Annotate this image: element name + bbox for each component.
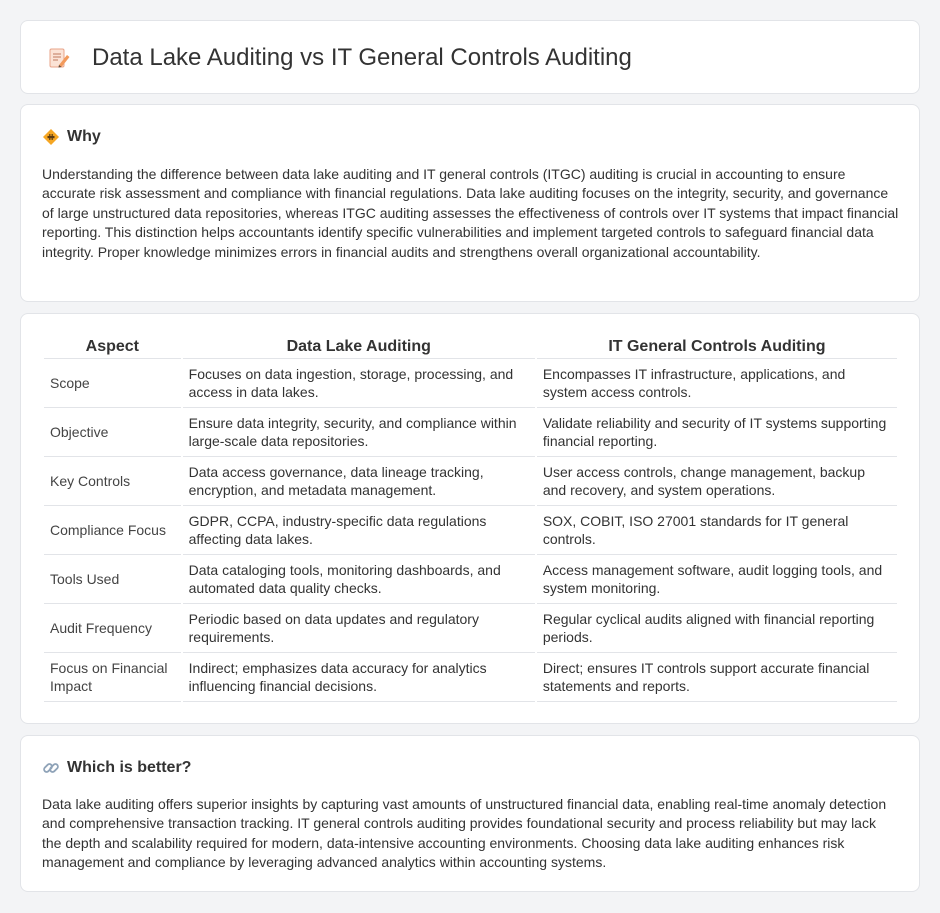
why-heading xyxy=(42,126,101,148)
row-data-lake: Data cataloging tools, monitoring dashboards, and automated data quality checks. xyxy=(183,555,535,604)
which-is-better-section xyxy=(20,735,920,892)
row-data-lake: Periodic based on data updates and regulatory requirements. xyxy=(183,604,535,653)
row-data-lake: GDPR, CCPA, industry-specific data regulations affecting data lakes. xyxy=(183,506,535,555)
row-itgc: Direct; ensures IT controls support accurate financial statements and reports. xyxy=(537,653,897,702)
memo-pencil-icon xyxy=(47,46,71,70)
better-text: Data lake auditing offers superior insights by capturing vast amounts of unstructured financial data, enabling real-time anomaly detection and comprehensive transaction tracking. IT general controls auditing provides foundational security and process reliability but may lack the depth and scalability required for modern, data-intensive accounting environments. Choosing data lake auditing enhances risk management and compliance by leveraging advanced analytics within accounting systems. xyxy=(42,796,887,871)
row-aspect: Audit Frequency xyxy=(44,604,181,653)
row-itgc: Regular cyclical audits aligned with financial reporting periods. xyxy=(537,604,897,653)
row-itgc: Access management software, audit logging tools, and system monitoring. xyxy=(537,555,897,604)
table-header-row xyxy=(44,336,897,359)
header-itgc-auditing: IT General Controls Auditing xyxy=(537,336,897,359)
link-icon xyxy=(42,759,60,777)
page-title: Data Lake Auditing vs IT General Controls Auditing xyxy=(92,44,632,71)
table-row xyxy=(44,457,897,506)
row-data-lake: Focuses on data ingestion, storage, processing, and access in data lakes. xyxy=(183,359,535,408)
row-itgc: Validate reliability and security of IT systems supporting financial reporting. xyxy=(537,408,897,457)
comparison-section xyxy=(20,313,920,724)
table-row xyxy=(44,653,897,702)
row-data-lake: Data access governance, data lineage tracking, encryption, and metadata management. xyxy=(183,457,535,506)
row-itgc: Encompasses IT infrastructure, applications, and system access controls. xyxy=(537,359,897,408)
table-row xyxy=(44,555,897,604)
why-title: Why xyxy=(67,128,101,145)
row-data-lake: Ensure data integrity, security, and compliance within large-scale data repositories. xyxy=(183,408,535,457)
table-row xyxy=(44,604,897,653)
warning-diamond-icon xyxy=(42,128,60,146)
row-aspect: Scope xyxy=(44,359,181,408)
comparison-table xyxy=(42,336,899,702)
why-text: Understanding the difference between data lake auditing and IT general controls (ITGC) auditing is crucial in accounting to ensure accurate risk assessment and compliance with financial regulations. Data lake auditing focuses on the integrity, security, and governance of large unstructured data repositories, whereas ITGC auditing assesses the effectiveness of controls over IT systems that impact financial reporting. This distinction helps accountants identify specific vulnerabilities and implement targeted controls to safeguard financial data integrity. Proper knowledge minimizes errors in financial audits and strengthens overall organizational accountability. xyxy=(42,166,899,260)
row-itgc: SOX, COBIT, ISO 27001 standards for IT general controls. xyxy=(537,506,897,555)
better-title: Which is better? xyxy=(67,759,192,776)
row-aspect: Tools Used xyxy=(44,555,181,604)
table-row xyxy=(44,359,897,408)
table-row xyxy=(44,506,897,555)
row-aspect: Focus on Financial Impact xyxy=(44,653,181,702)
row-itgc: User access controls, change management, backup and recovery, and system operations. xyxy=(537,457,897,506)
row-aspect: Compliance Focus xyxy=(44,506,181,555)
header-aspect: Aspect xyxy=(44,336,181,359)
row-data-lake: Indirect; emphasizes data accuracy for analytics influencing financial decisions. xyxy=(183,653,535,702)
table-row xyxy=(44,408,897,457)
better-heading xyxy=(42,757,191,779)
header-data-lake-auditing: Data Lake Auditing xyxy=(183,336,535,359)
header-card xyxy=(20,20,920,94)
row-aspect: Key Controls xyxy=(44,457,181,506)
row-aspect: Objective xyxy=(44,408,181,457)
why-section xyxy=(20,104,920,302)
